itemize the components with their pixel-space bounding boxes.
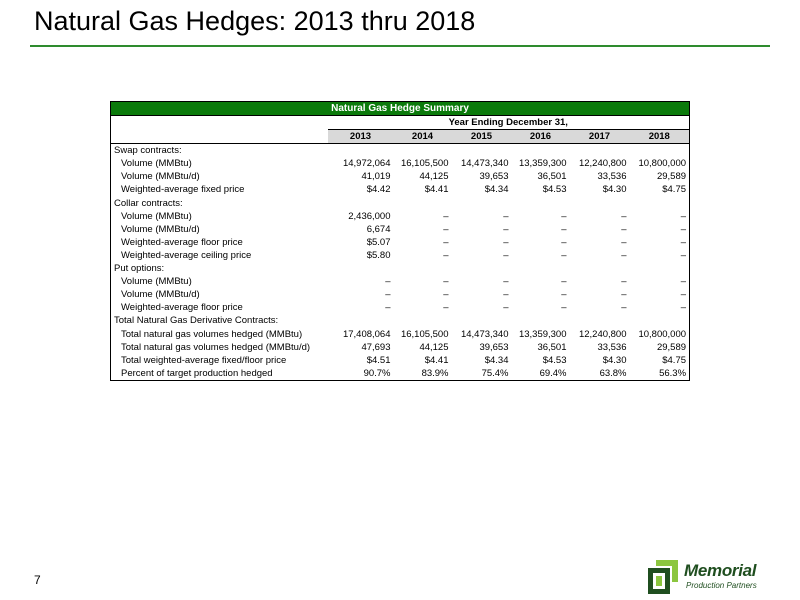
value-cell: – bbox=[561, 302, 567, 314]
value-cell bbox=[452, 262, 512, 275]
value-cell bbox=[512, 314, 570, 327]
value-cell: $4.53 bbox=[542, 354, 567, 366]
value-cell: – bbox=[443, 289, 449, 301]
value-cell: $4.75 bbox=[630, 183, 690, 196]
year-header: 2018 bbox=[630, 130, 690, 144]
value-cell: $5.07 bbox=[366, 236, 391, 248]
row-label: Percent of target production hedged bbox=[111, 367, 328, 381]
company-logo bbox=[648, 560, 778, 594]
value-cell: 13,359,300 bbox=[518, 328, 567, 340]
table-row bbox=[111, 223, 690, 236]
value-cell: $4.41 bbox=[424, 184, 449, 196]
value-cell: 6,674 bbox=[366, 223, 391, 235]
value-cell: 10,800,000 bbox=[630, 328, 690, 341]
value-cell: 33,536 bbox=[597, 171, 627, 183]
value-cell: 12,240,800 bbox=[578, 158, 627, 170]
value-cell: – bbox=[503, 276, 509, 288]
value-cell bbox=[630, 262, 690, 275]
table-row bbox=[111, 183, 690, 196]
value-cell bbox=[394, 144, 452, 158]
table-row bbox=[111, 288, 690, 301]
year-ending-row bbox=[111, 116, 690, 130]
row-label: Weighted-average floor price bbox=[111, 236, 328, 249]
value-cell bbox=[570, 197, 630, 210]
logo-name: Memorial bbox=[684, 561, 757, 580]
row-label: Total natural gas volumes hedged (MMBtu) bbox=[111, 328, 328, 341]
value-cell: – bbox=[503, 236, 509, 248]
section-header-row bbox=[111, 144, 690, 158]
value-cell: 36,501 bbox=[537, 341, 567, 353]
section-label: Put options: bbox=[111, 262, 328, 275]
year-header: 2016 bbox=[512, 130, 570, 144]
value-cell bbox=[452, 197, 512, 210]
value-cell: – bbox=[630, 288, 690, 301]
row-label: Volume (MMBtu/d) bbox=[111, 288, 328, 301]
value-cell: – bbox=[561, 249, 567, 261]
value-cell: – bbox=[621, 210, 627, 222]
value-cell: 17,408,064 bbox=[342, 328, 391, 340]
value-cell bbox=[394, 262, 452, 275]
value-cell: – bbox=[630, 275, 690, 288]
value-cell: 41,019 bbox=[361, 171, 391, 183]
value-cell bbox=[570, 314, 630, 327]
value-cell: – bbox=[443, 276, 449, 288]
table-banner: Natural Gas Hedge Summary bbox=[111, 102, 690, 116]
value-cell: – bbox=[561, 223, 567, 235]
value-cell bbox=[328, 314, 394, 327]
hedge-summary-table-container bbox=[110, 101, 689, 381]
value-cell: – bbox=[630, 236, 690, 249]
value-cell: $4.53 bbox=[542, 184, 567, 196]
value-cell: 13,359,300 bbox=[518, 158, 567, 170]
value-cell: $4.30 bbox=[602, 354, 627, 366]
value-cell: 29,589 bbox=[630, 341, 690, 354]
value-cell: – bbox=[621, 223, 627, 235]
value-cell: – bbox=[443, 249, 449, 261]
value-cell: – bbox=[385, 276, 391, 288]
value-cell bbox=[630, 144, 690, 158]
value-cell: 36,501 bbox=[537, 171, 567, 183]
slide-title: Natural Gas Hedges: 2013 thru 2018 bbox=[34, 6, 476, 36]
row-label: Total natural gas volumes hedged (MMBtu/d) bbox=[111, 341, 328, 354]
section-header-row bbox=[111, 262, 690, 275]
value-cell: 69.4% bbox=[512, 367, 570, 381]
value-cell: – bbox=[630, 249, 690, 262]
value-cell: – bbox=[503, 302, 509, 314]
value-cell: 10,800,000 bbox=[630, 157, 690, 170]
value-cell: $4.51 bbox=[366, 354, 391, 366]
value-cell: 39,653 bbox=[479, 341, 509, 353]
value-cell: – bbox=[385, 289, 391, 301]
table-banner-row bbox=[111, 102, 690, 116]
value-cell bbox=[512, 144, 570, 158]
row-label: Volume (MMBtu/d) bbox=[111, 223, 328, 236]
row-label: Weighted-average ceiling price bbox=[111, 249, 328, 262]
value-cell: 44,125 bbox=[419, 171, 449, 183]
value-cell bbox=[512, 197, 570, 210]
value-cell: 63.8% bbox=[570, 367, 630, 381]
value-cell: – bbox=[561, 289, 567, 301]
value-cell bbox=[328, 144, 394, 158]
hedge-summary-table bbox=[110, 101, 690, 381]
value-cell bbox=[630, 197, 690, 210]
year-header: 2014 bbox=[394, 130, 452, 144]
year-ending-label: Year Ending December 31, bbox=[328, 116, 690, 130]
table-row bbox=[111, 301, 690, 314]
value-cell: – bbox=[630, 301, 690, 314]
value-cell: – bbox=[443, 236, 449, 248]
value-cell bbox=[570, 262, 630, 275]
value-cell bbox=[570, 144, 630, 158]
value-cell: – bbox=[561, 210, 567, 222]
value-cell bbox=[452, 314, 512, 327]
value-cell: – bbox=[561, 276, 567, 288]
value-cell bbox=[630, 314, 690, 327]
value-cell: $4.42 bbox=[366, 184, 391, 196]
table-row bbox=[111, 157, 690, 170]
year-header: 2015 bbox=[452, 130, 512, 144]
value-cell: $5.80 bbox=[366, 249, 391, 261]
value-cell: – bbox=[385, 302, 391, 314]
table-row bbox=[111, 236, 690, 249]
value-cell: 33,536 bbox=[597, 341, 627, 353]
year-header: 2013 bbox=[328, 130, 394, 144]
value-cell: – bbox=[621, 236, 627, 248]
value-cell: 14,473,340 bbox=[460, 158, 509, 170]
value-cell: 44,125 bbox=[419, 341, 449, 353]
year-header: 2017 bbox=[570, 130, 630, 144]
table-row bbox=[111, 354, 690, 367]
value-cell: 90.7% bbox=[328, 367, 394, 381]
section-label: Swap contracts: bbox=[111, 144, 328, 158]
value-cell: 2,436,000 bbox=[348, 210, 391, 222]
value-cell: – bbox=[630, 210, 690, 223]
value-cell: – bbox=[561, 236, 567, 248]
table-row bbox=[111, 328, 690, 341]
value-cell bbox=[328, 262, 394, 275]
year-header-row bbox=[111, 130, 690, 144]
row-label: Volume (MMBtu) bbox=[111, 157, 328, 170]
page-number: 7 bbox=[34, 573, 41, 587]
memorial-logo-icon bbox=[648, 560, 678, 594]
row-label: Volume (MMBtu) bbox=[111, 275, 328, 288]
table-row bbox=[111, 367, 690, 381]
row-label: Volume (MMBtu) bbox=[111, 210, 328, 223]
table-row bbox=[111, 275, 690, 288]
section-label: Total Natural Gas Derivative Contracts: bbox=[111, 314, 328, 327]
row-label: Total weighted-average fixed/floor price bbox=[111, 354, 328, 367]
section-label: Collar contracts: bbox=[111, 197, 328, 210]
value-cell: 75.4% bbox=[452, 367, 512, 381]
value-cell: – bbox=[503, 289, 509, 301]
value-cell: – bbox=[503, 249, 509, 261]
value-cell bbox=[452, 144, 512, 158]
value-cell: – bbox=[443, 223, 449, 235]
table-row bbox=[111, 170, 690, 183]
value-cell: $4.75 bbox=[630, 354, 690, 367]
value-cell: – bbox=[503, 210, 509, 222]
value-cell: 12,240,800 bbox=[578, 328, 627, 340]
value-cell bbox=[328, 197, 394, 210]
value-cell: $4.30 bbox=[602, 184, 627, 196]
value-cell: 83.9% bbox=[394, 367, 452, 381]
value-cell: – bbox=[621, 302, 627, 314]
table-row bbox=[111, 210, 690, 223]
logo-tagline: Production Partners bbox=[686, 581, 757, 590]
value-cell: – bbox=[443, 210, 449, 222]
value-cell: 47,693 bbox=[361, 341, 391, 353]
table-row bbox=[111, 341, 690, 354]
section-header-row bbox=[111, 314, 690, 327]
value-cell: – bbox=[630, 223, 690, 236]
value-cell: 16,105,500 bbox=[400, 328, 449, 340]
value-cell: $4.34 bbox=[484, 354, 509, 366]
value-cell: 14,972,064 bbox=[342, 158, 391, 170]
row-label: Volume (MMBtu/d) bbox=[111, 170, 328, 183]
value-cell bbox=[512, 262, 570, 275]
value-cell: – bbox=[443, 302, 449, 314]
value-cell: $4.34 bbox=[484, 184, 509, 196]
row-label: Weighted-average fixed price bbox=[111, 183, 328, 196]
value-cell: – bbox=[503, 223, 509, 235]
value-cell bbox=[394, 197, 452, 210]
value-cell: $4.41 bbox=[424, 354, 449, 366]
table-row bbox=[111, 249, 690, 262]
value-cell: 29,589 bbox=[630, 170, 690, 183]
section-header-row bbox=[111, 197, 690, 210]
value-cell bbox=[394, 314, 452, 327]
title-divider bbox=[30, 45, 770, 47]
value-cell: 14,473,340 bbox=[460, 328, 509, 340]
value-cell: – bbox=[621, 249, 627, 261]
value-cell: 56.3% bbox=[630, 367, 690, 381]
value-cell: 39,653 bbox=[479, 171, 509, 183]
value-cell: – bbox=[621, 276, 627, 288]
value-cell: 16,105,500 bbox=[400, 158, 449, 170]
row-label: Weighted-average floor price bbox=[111, 301, 328, 314]
value-cell: – bbox=[621, 289, 627, 301]
